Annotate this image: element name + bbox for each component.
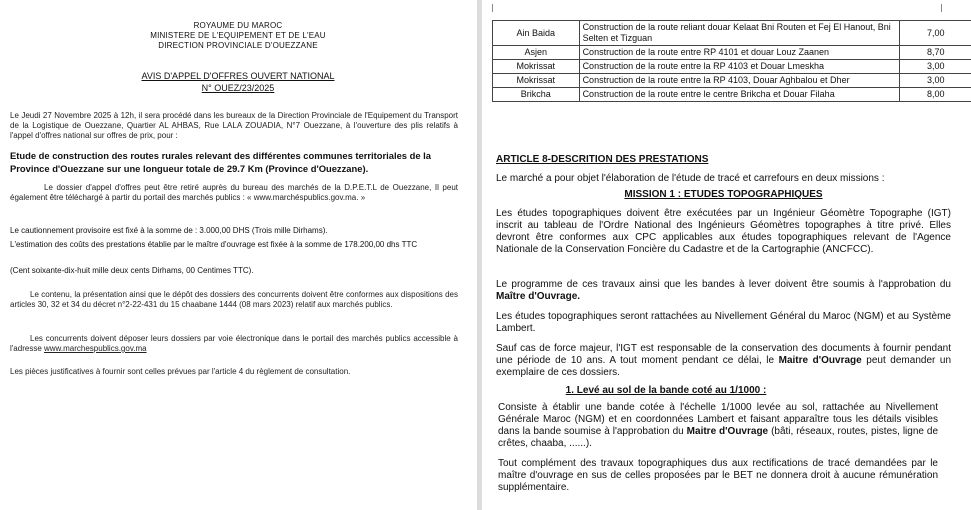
justification-paragraph: Les pièces justificatives à fournir sont celles prévues par l'article 4 du règlement de consultation. xyxy=(10,367,351,376)
subsection-paragraph-1 xyxy=(498,402,938,450)
subsection-paragraph-1-bold: Maitre d'Ouvrage xyxy=(686,426,769,437)
description-cell: Construction de la route reliant douar Kelaat Bni Routen et Fej El Hanout, Bni Selten et Tizguan xyxy=(579,21,899,46)
dossier-paragraph: Le dossier d'appel d'offres peut être retiré auprès du bureau des marchés de la D.P.E.T.L de Ouezzane, Il peut également être téléchargé à partir du portail des marchés publics : « www.marchéspublics.gov.ma. » xyxy=(10,183,458,202)
notice-title: AVIS D'APPEL D'OFFRES OUVERT NATIONAL xyxy=(141,71,335,81)
right-page xyxy=(484,0,971,510)
margin-mark xyxy=(941,4,942,12)
roads-table xyxy=(492,20,971,102)
content-paragraph: Le contenu, la présentation ainsi que le dépôt des dossiers des concurrents doivent être conformes aux dispositions des articles 30, 32 et 34 du décret n°2-22-431 du 15 chaabane 1444 (08 mars 2023) relatif aux marchés publics. xyxy=(10,290,458,309)
commune-cell: Ain Baida xyxy=(493,21,580,46)
article-heading: ARTICLE 8-DESCRITION DES PRESTATIONS xyxy=(496,154,709,165)
estimation-in-words: (Cent soixante-dix-huit mille deux cents Dirhams, 00 Centimes TTC). xyxy=(10,266,254,275)
table-row xyxy=(493,88,971,102)
topo-paragraph-4-bold: Maitre d'Ouvrage xyxy=(778,355,862,366)
mission-heading: MISSION 1 : ETUDES TOPOGRAPHIQUES xyxy=(624,189,823,200)
header-line-3: DIRECTION PROVINCIALE D'OUEZZANE xyxy=(158,41,318,50)
topo-paragraph-4-end: peut demander un exemplaire de ces dossiers. xyxy=(496,355,952,378)
header-line-2: MINISTERE DE L'EQUIPEMENT ET DE L'EAU xyxy=(150,31,326,40)
topo-paragraph-1: Les études topographiques doivent être exécutées par un Ingénieur Géomètre Topographe (IGT) inscrit au tableau de l'Ordre National des Ingénieurs Géomètres topographes à titre privé. Elles devront être conformes aux CPC applicables aux études topographiques relevant de l'Agence Nationale de la Conservation Foncière du Cadastre et de la Cartographie (ANCFCC). xyxy=(496,208,951,255)
portal-link[interactable]: www.marchespublics.gov.ma xyxy=(44,344,147,353)
commune-cell: Mokrissat xyxy=(493,60,580,74)
description-cell: Construction de la route entre la RP 4103 et Douar Lmeskha xyxy=(579,60,899,74)
topo-paragraph-2-text: Le programme de ces travaux ainsi que les bandes à lever doivent être soumis à l'approbation du xyxy=(496,279,951,290)
margin-mark xyxy=(492,4,493,12)
subsection-heading: 1. Levé au sol de la bande coté au 1/1000 : xyxy=(565,385,767,396)
description-cell: Construction de la route entre le centre Brikcha et Douar Filaha xyxy=(579,88,899,102)
subsection-paragraph-1-text: Consiste à établir une bande cotée à l'échelle 1/1000 levée au sol, rattachée au Nivellement Générale Maroc (NGM) et en coordonnées Lambert et faisant apparaître tous les détails visibles dans la bande soumise à l'approbation du xyxy=(498,402,938,437)
length-cell: 3,00 xyxy=(899,74,971,88)
description-cell: Construction de la route entre la RP 4103, Douar Aghbalou et Dher xyxy=(579,74,899,88)
subsection-paragraph-2: Tout complément des travaux topographiques dus aux rectifications de tracé demandées par le maître d'ouvrage en sus de celles proposées par le BET ne donnera droit à aucune rémunération supplémentaire. xyxy=(498,458,938,493)
topo-paragraph-4-text: Sauf cas de force majeur, l'IGT est responsable de la conservation des documents à fournir pendant une période de 10 ans. A tout moment pendant ce délai, le xyxy=(496,343,951,366)
commune-cell: Asjen xyxy=(493,46,580,60)
caution-paragraph: Le cautionnement provisoire est fixé à la somme de : 3.000,00 DHS (Trois mille Dirhams). xyxy=(10,226,328,235)
topo-paragraph-2-bold: Maître d'Ouvrage. xyxy=(496,291,581,302)
notice-number: N° OUEZ/23/2025 xyxy=(201,83,275,93)
header-line-1: ROYAUME DU MAROC xyxy=(193,21,283,30)
length-cell: 3,00 xyxy=(899,60,971,74)
page-divider xyxy=(477,0,482,510)
topo-paragraph-2 xyxy=(496,279,951,303)
project-title: Etude de construction des routes rurales relevant des différentes communes territoriales de la Province d'Ouezzane sur une longueur totale de 29.7 Km (Province d'Ouezzane). xyxy=(10,150,431,174)
length-cell: 8,00 xyxy=(899,88,971,102)
table-row xyxy=(493,46,971,60)
subsection-paragraph-1-end: (bâti, réseaux, routes, pistes, ligne de crêtes, chaaba, ......). xyxy=(498,426,939,449)
table-row xyxy=(493,60,971,74)
commune-cell: Brikcha xyxy=(493,88,580,102)
intro-text: Le marché a pour objet l'élaboration de l'étude de tracé et carrefours en deux missions : xyxy=(496,173,885,184)
estimation-paragraph: L'estimation des coûts des prestations établie par le maître d'ouvrage est fixée à la somme de 178.200,00 dhs TTC xyxy=(10,240,418,249)
left-page xyxy=(0,0,476,510)
commune-cell: Mokrissat xyxy=(493,74,580,88)
length-cell: 7,00 xyxy=(899,21,971,46)
opening-paragraph: Le Jeudi 27 Novembre 2025 à 12h, il sera procédé dans les bureaux de la Direction Provinciale de l'Equipement du Transport de la Logistique de Ouezzane, Quartier AL AHBAS, Rue LALA ZOUADIA, N°7 Ouezzane, à l'ouverture des plis relatifs à l'appel d'offres national sur offres de prix, pour : xyxy=(10,111,458,140)
description-cell: Construction de la route entre RP 4101 et douar Louz Zaanen xyxy=(579,46,899,60)
length-cell: 8,70 xyxy=(899,46,971,60)
submission-text: Les concurrents doivent déposer leurs dossiers par voie électronique dans le portail des marchés publics accessible à l'adresse xyxy=(10,334,458,353)
table-row xyxy=(493,74,971,88)
topo-paragraph-3: Les études topographiques seront rattachées au Nivellement Général du Maroc (NGM) et au Système Lambert. xyxy=(496,311,951,334)
submission-paragraph xyxy=(10,334,458,354)
topo-paragraph-4 xyxy=(496,343,951,379)
table-row xyxy=(493,21,971,46)
